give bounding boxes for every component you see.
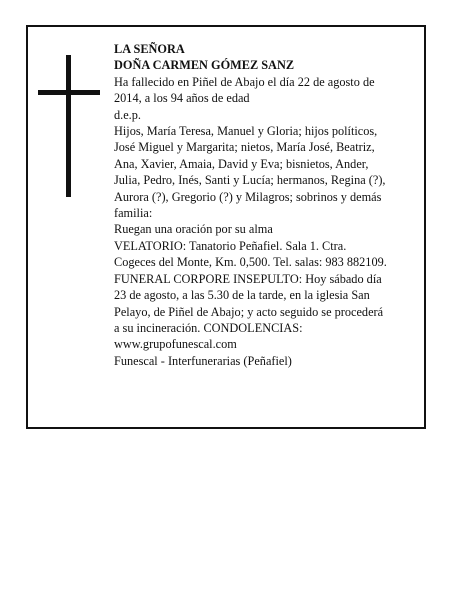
deceased-name: DOÑA CARMEN GÓMEZ SANZ — [114, 58, 295, 73]
family-line-6: familia: — [114, 206, 153, 221]
wake-info-line-1: VELATORIO: Tanatorio Peñafiel. Sala 1. Ctra. — [114, 238, 347, 253]
family-line-4: Julia, Pedro, Inés, Santi y Lucía; hermanos, Regina (?), — [114, 173, 386, 188]
latin-cross-icon — [38, 55, 100, 197]
prayer-request: Ruegan una oración por su alma — [114, 222, 273, 237]
family-line-3: Ana, Xavier, Amaia, David y Eva; bisnietos, Ander, — [114, 156, 369, 171]
family-line-2: José Miguel y Margarita; nietos, María José, Beatriz, — [114, 140, 375, 155]
death-announcement-line-1: Ha fallecido en Piñel de Abajo el día 22 de agosto de — [114, 74, 375, 89]
condolences-website: www.grupofunescal.com — [114, 337, 237, 352]
obituary-notice — [26, 25, 426, 429]
family-line-1: Hijos, María Teresa, Manuel y Gloria; hijos políticos, — [114, 124, 378, 139]
family-line-5: Aurora (?), Gregorio (?) y Milagros; sobrinos y demás — [114, 189, 382, 204]
rip-text: d.e.p. — [114, 107, 141, 122]
funeral-home: Funescal - Interfunerarias (Peñafiel) — [114, 353, 292, 368]
notice-heading: LA SEÑORA — [114, 42, 185, 56]
funeral-info-line-1: FUNERAL CORPORE INSEPULTO: Hoy sábado día — [114, 271, 382, 286]
cross-horizontal-bar — [38, 90, 100, 95]
wake-info-line-2: Cogeces del Monte, Km. 0,500. Tel. salas: 983 882109. — [114, 255, 387, 270]
funeral-info-line-3: Pelayo, de Piñel de Abajo; y acto seguido se procederá — [114, 304, 384, 319]
cross-vertical-bar — [66, 55, 71, 197]
obituary-text — [114, 41, 424, 369]
funeral-info-line-2: 23 de agosto, a las 5.30 de la tarde, en la iglesia San — [114, 288, 370, 303]
death-announcement-line-2: 2014, a los 94 años de edad — [114, 91, 250, 106]
funeral-info-line-4: a su incineración. CONDOLENCIAS: — [114, 320, 303, 335]
